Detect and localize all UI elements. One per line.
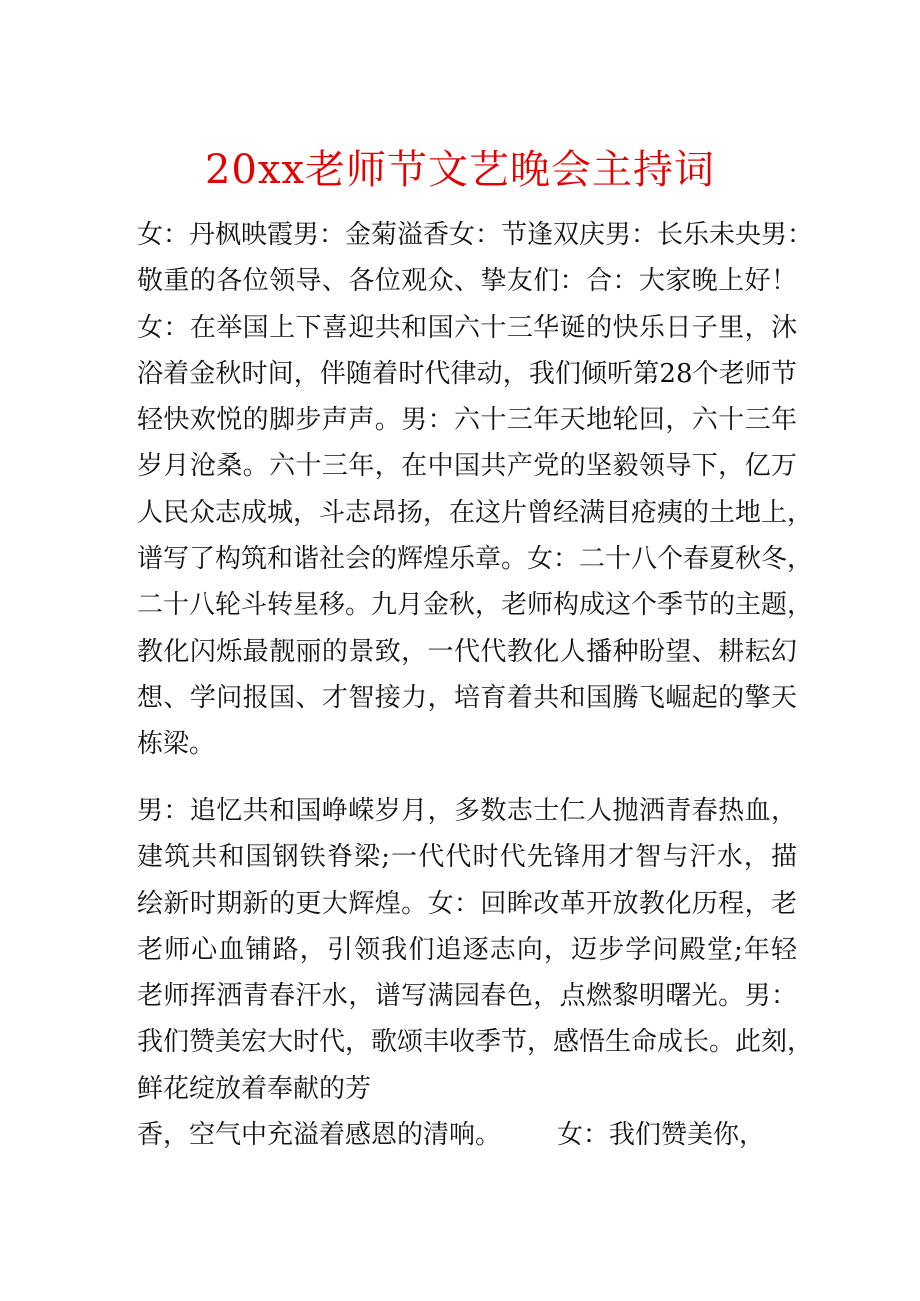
text-line	[137, 1112, 797, 1158]
text-line: 教化闪烁最靓丽的景致，一代代教化人播种盼望、耕耘幻	[137, 636, 797, 667]
text-line: 鲜花绽放着奉献的芳	[137, 1073, 372, 1104]
text-line: 我们赞美宏大时代，歌颂丰收季节，感悟生命成长。此刻，	[137, 1027, 814, 1058]
text-line: 浴着金秋时间，伴随着时代律动，我们倾听第28个老师节	[137, 358, 797, 389]
text-line: 女：在举国上下喜迎共和国六十三华诞的快乐日子里，沐	[137, 312, 797, 343]
text-line: 建筑共和国钢铁脊梁;一代代时代先锋用才智与汗水，描	[137, 842, 797, 873]
text-line: 轻快欢悦的脚步声声。男：六十三年天地轮回，六十三年	[137, 405, 797, 436]
text-segment: 女：我们赞美你，	[557, 1120, 766, 1151]
text-line: 老师心血铺路，引领我们追逐志向，迈步学问殿堂;年轻	[137, 934, 797, 965]
text-line: 想、学问报国、才智接力，培育着共和国腾飞崛起的擎天	[137, 682, 797, 713]
text-line: 敬重的各位领导、各位观众、挚友们：合：大家晚上好！	[137, 266, 797, 297]
text-line: 男：追忆共和国峥嵘岁月，多数志士仁人抛洒青春热血，	[137, 796, 797, 826]
text-line: 人民众志成城，斗志昂扬，在这片曾经满目疮痍的土地上，	[137, 497, 814, 528]
text-line: 绘新时期新的更大辉煌。女：回眸改革开放教化历程，老	[137, 888, 797, 919]
text-line: 岁月沧桑。六十三年，在中国共产党的坚毅领导下，亿万	[137, 451, 797, 482]
text-segment: 香，空气中充溢着感恩的清响。	[137, 1120, 502, 1151]
paragraph-2	[137, 788, 814, 1158]
text-line: 谱写了构筑和谐社会的辉煌乐章。女：二十八个春夏秋冬，	[137, 544, 814, 575]
text-line: 二十八轮斗转星移。九月金秋，老师构成这个季节的主题，	[137, 590, 814, 621]
paragraph-1	[137, 212, 814, 768]
text-line: 栋梁。	[137, 729, 216, 760]
text-line: 女：丹枫映霞男：金菊溢香女：节逢双庆男：长乐未央男：	[137, 220, 814, 250]
document-title: 20xx老师节文艺晚会主持词	[204, 147, 715, 193]
text-line: 老师挥洒青春汗水，谱写满园春色，点燃黎明曙光。男：	[137, 981, 797, 1012]
